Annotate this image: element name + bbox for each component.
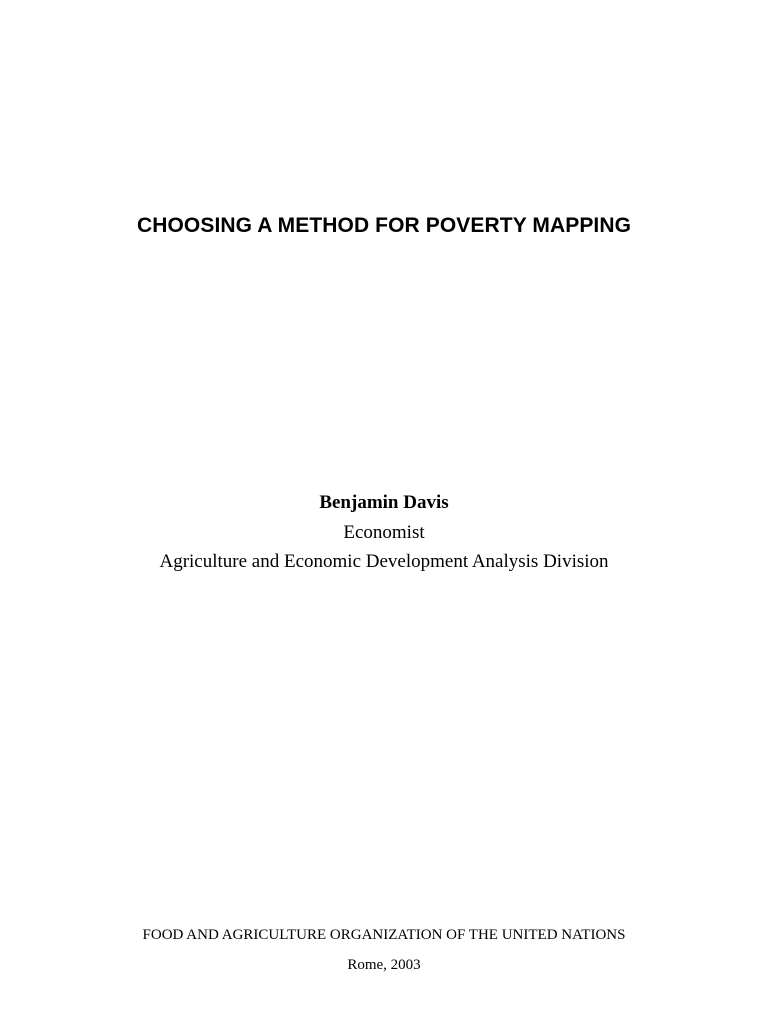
author-role: Economist	[343, 522, 425, 543]
author-division: Agriculture and Economic Development Analysis Division	[159, 551, 609, 572]
publication-place-date: Rome, 2003	[347, 957, 421, 973]
author-name: Benjamin Davis	[319, 492, 449, 513]
publisher-organization: FOOD AND AGRICULTURE ORGANIZATION OF THE UNITED NATIONS	[142, 927, 626, 943]
document-title: CHOOSING A METHOD FOR POVERTY MAPPING	[136, 214, 632, 237]
